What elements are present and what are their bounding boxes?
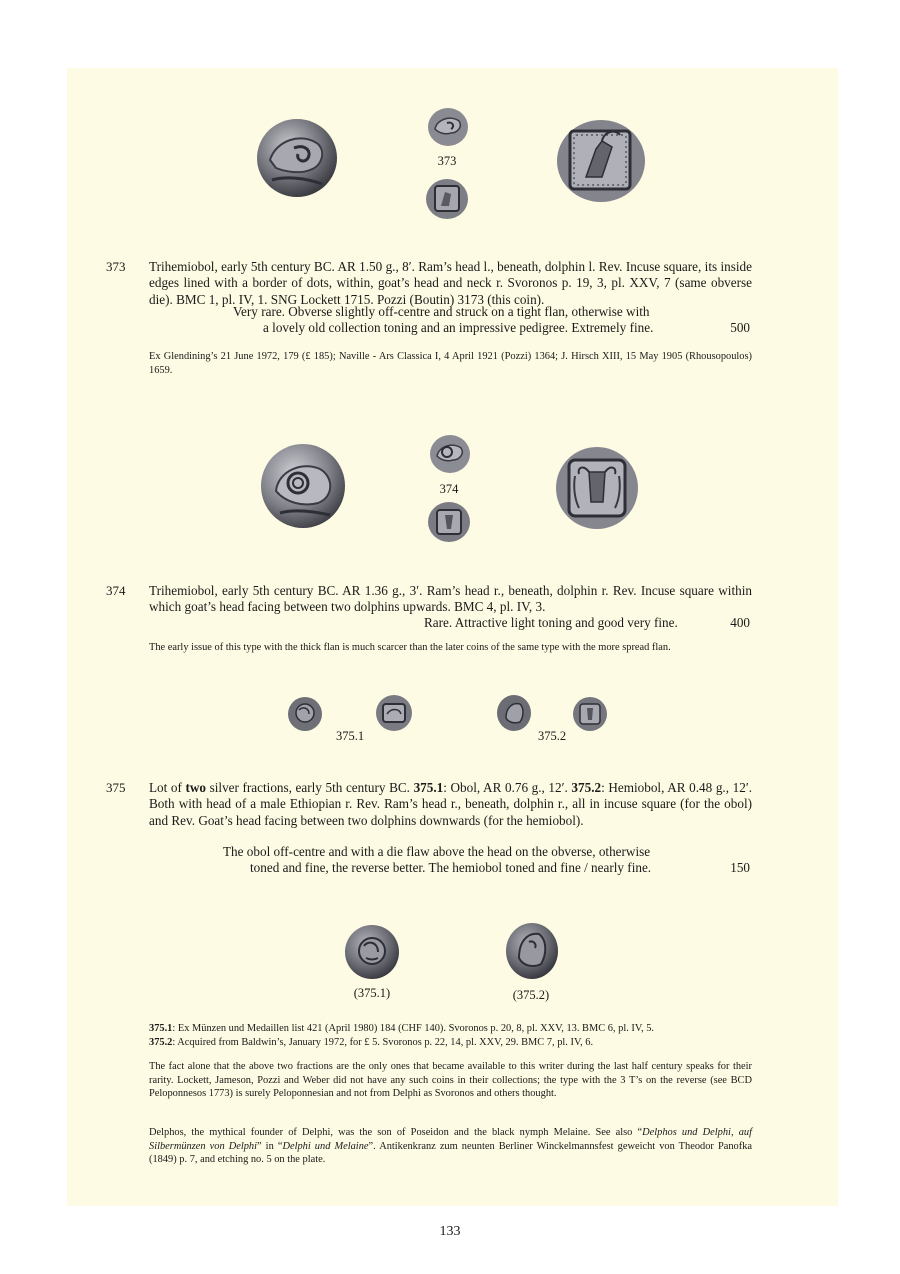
coin-375-2-enlarged	[505, 922, 559, 980]
coin-374-reverse-large	[555, 446, 639, 530]
lot-375-provenance-1: 375.1: Ex Münzen und Medaillen list 421 (April 1980) 184 (CHF 140). Svoronos p. 20, 8, pl. XXV, 13. BMC 6, pl. IV, 5.	[149, 1023, 655, 1034]
lot-373-condition-line-1: Very rare. Obverse slightly off-centre and struck on a tight flan, otherwise with	[233, 304, 650, 319]
coin-373-obverse-large	[256, 118, 338, 198]
coin-374-obverse-small	[429, 434, 471, 474]
lot-374-number: 374	[106, 583, 126, 598]
lot-375-1-enlarged-label: (375.1)	[353, 986, 391, 1000]
coin-373-reverse-large	[556, 119, 646, 203]
lot-375-provenance-2: 375.2: Acquired from Baldwin’s, January 1972, for £ 5. Svoronos p. 22, 14, pl. XXV, 29. BMC 7, pl. IV, 6.	[149, 1037, 594, 1048]
lot-375-1-image-label: 375.1	[335, 729, 365, 743]
page-number: 133	[439, 1224, 461, 1239]
lot-373-image-label: 373	[437, 154, 457, 168]
lot-374-note: The early issue of this type with the thick flan is much scarcer than the later coins of the same type with the more spread flan.	[149, 642, 671, 653]
lot-375-condition-line-2: toned and fine, the reverse better. The hemiobol toned and fine / nearly fine.	[250, 860, 652, 875]
coin-375-1-enlarged	[344, 924, 400, 980]
coin-374-reverse-small	[427, 501, 471, 543]
coin-375-2-obverse	[496, 694, 532, 732]
lot-374-condition-line-1: Rare. Attractive light toning and good very fine.	[424, 615, 678, 630]
lot-375-description: Lot of two silver fractions, early 5th century BC. 375.1: Obol, AR 0.76 g., 12′. 375.2: Hemiobol, AR 0.48 g., 12′. Both with head of a male Ethiopian r. Rev. Ram’s head r., beneath, dolphin r., all in incuse square (for the obol) and Rev. Goat’s head facing between two dolphins downwards (for the hemiobol).	[149, 780, 752, 828]
coin-375-1-obverse	[287, 696, 323, 732]
lot-373-number: 373	[106, 259, 126, 274]
lot-374-description: Trihemiobol, early 5th century BC. AR 1.36 g., 3′. Ram’s head r., beneath, dolphin r. Rev. Incuse square within which goat’s head facing between two dolphins upwards. BMC 4, pl. IV, 3.	[149, 583, 752, 615]
lot-375-2-image-label: 375.2	[537, 729, 567, 743]
lot-375-2-enlarged-label: (375.2)	[512, 988, 550, 1002]
lot-373-note: Ex Glendining’s 21 June 1972, 179 (£ 185); Naville - Ars Classica I, 4 April 1921 (Pozzi) 1364; J. Hirsch XIII, 15 May 1905 (Rhousopoulos) 1659.	[149, 351, 752, 376]
lot-375-number: 375	[106, 780, 126, 795]
lot-373-description: Trihemiobol, early 5th century BC. AR 1.50 g., 8′. Ram’s head l., beneath, dolphin l. Rev. Incuse square, its inside edges lined with a border of dots, within, goat’s head and neck r. Svoronos p. 19, 3, pl. XXV, 7 (same obverse die). BMC 1, pl. IV, 1. SNG Lockett 1715. Pozzi (Boutin) 3173 (this coin).	[149, 259, 752, 307]
coin-375-1-reverse	[375, 694, 413, 732]
lot-375-condition-line-1: The obol off-centre and with a die flaw above the head on the obverse, otherwise	[223, 844, 651, 859]
lot-375-price: 150	[730, 860, 750, 875]
lot-375-comment-2: Delphos, the mythical founder of Delphi, was the son of Poseidon and the black nymph Melaine. See also “Delphos und Delphi, auf Silbermünzen von Delphi” in “Delphi und Melaine”. Antikenkranz zum neunten Berliner Winckelmannsfest geweicht von Theodor Panofka (1849) p. 7, and etching no. 5 on the plate.	[149, 1127, 752, 1166]
lot-374-image-label: 374	[439, 482, 459, 496]
coin-373-reverse-small	[425, 178, 469, 220]
lot-375-comment-1: The fact alone that the above two fractions are the only ones that became available to this writer during the last half century speaks for their rarity. Lockett, Jameson, Pozzi and Weber did not have any such coins in their collections; the type with the 3 T’s on the reverse (see BCD Peloponnesos 1773) is surely Peloponnesian and not from Delphi as Svoronos and others thought.	[149, 1061, 752, 1100]
coin-374-obverse-large	[260, 443, 346, 529]
lot-373-condition-line-2: a lovely old collection toning and an impressive pedigree. Extremely fine.	[263, 320, 654, 335]
lot-374-price: 400	[730, 615, 750, 630]
coin-375-2-reverse	[572, 696, 608, 732]
lot-373-price: 500	[730, 320, 750, 335]
coin-373-obverse-small	[427, 107, 469, 147]
